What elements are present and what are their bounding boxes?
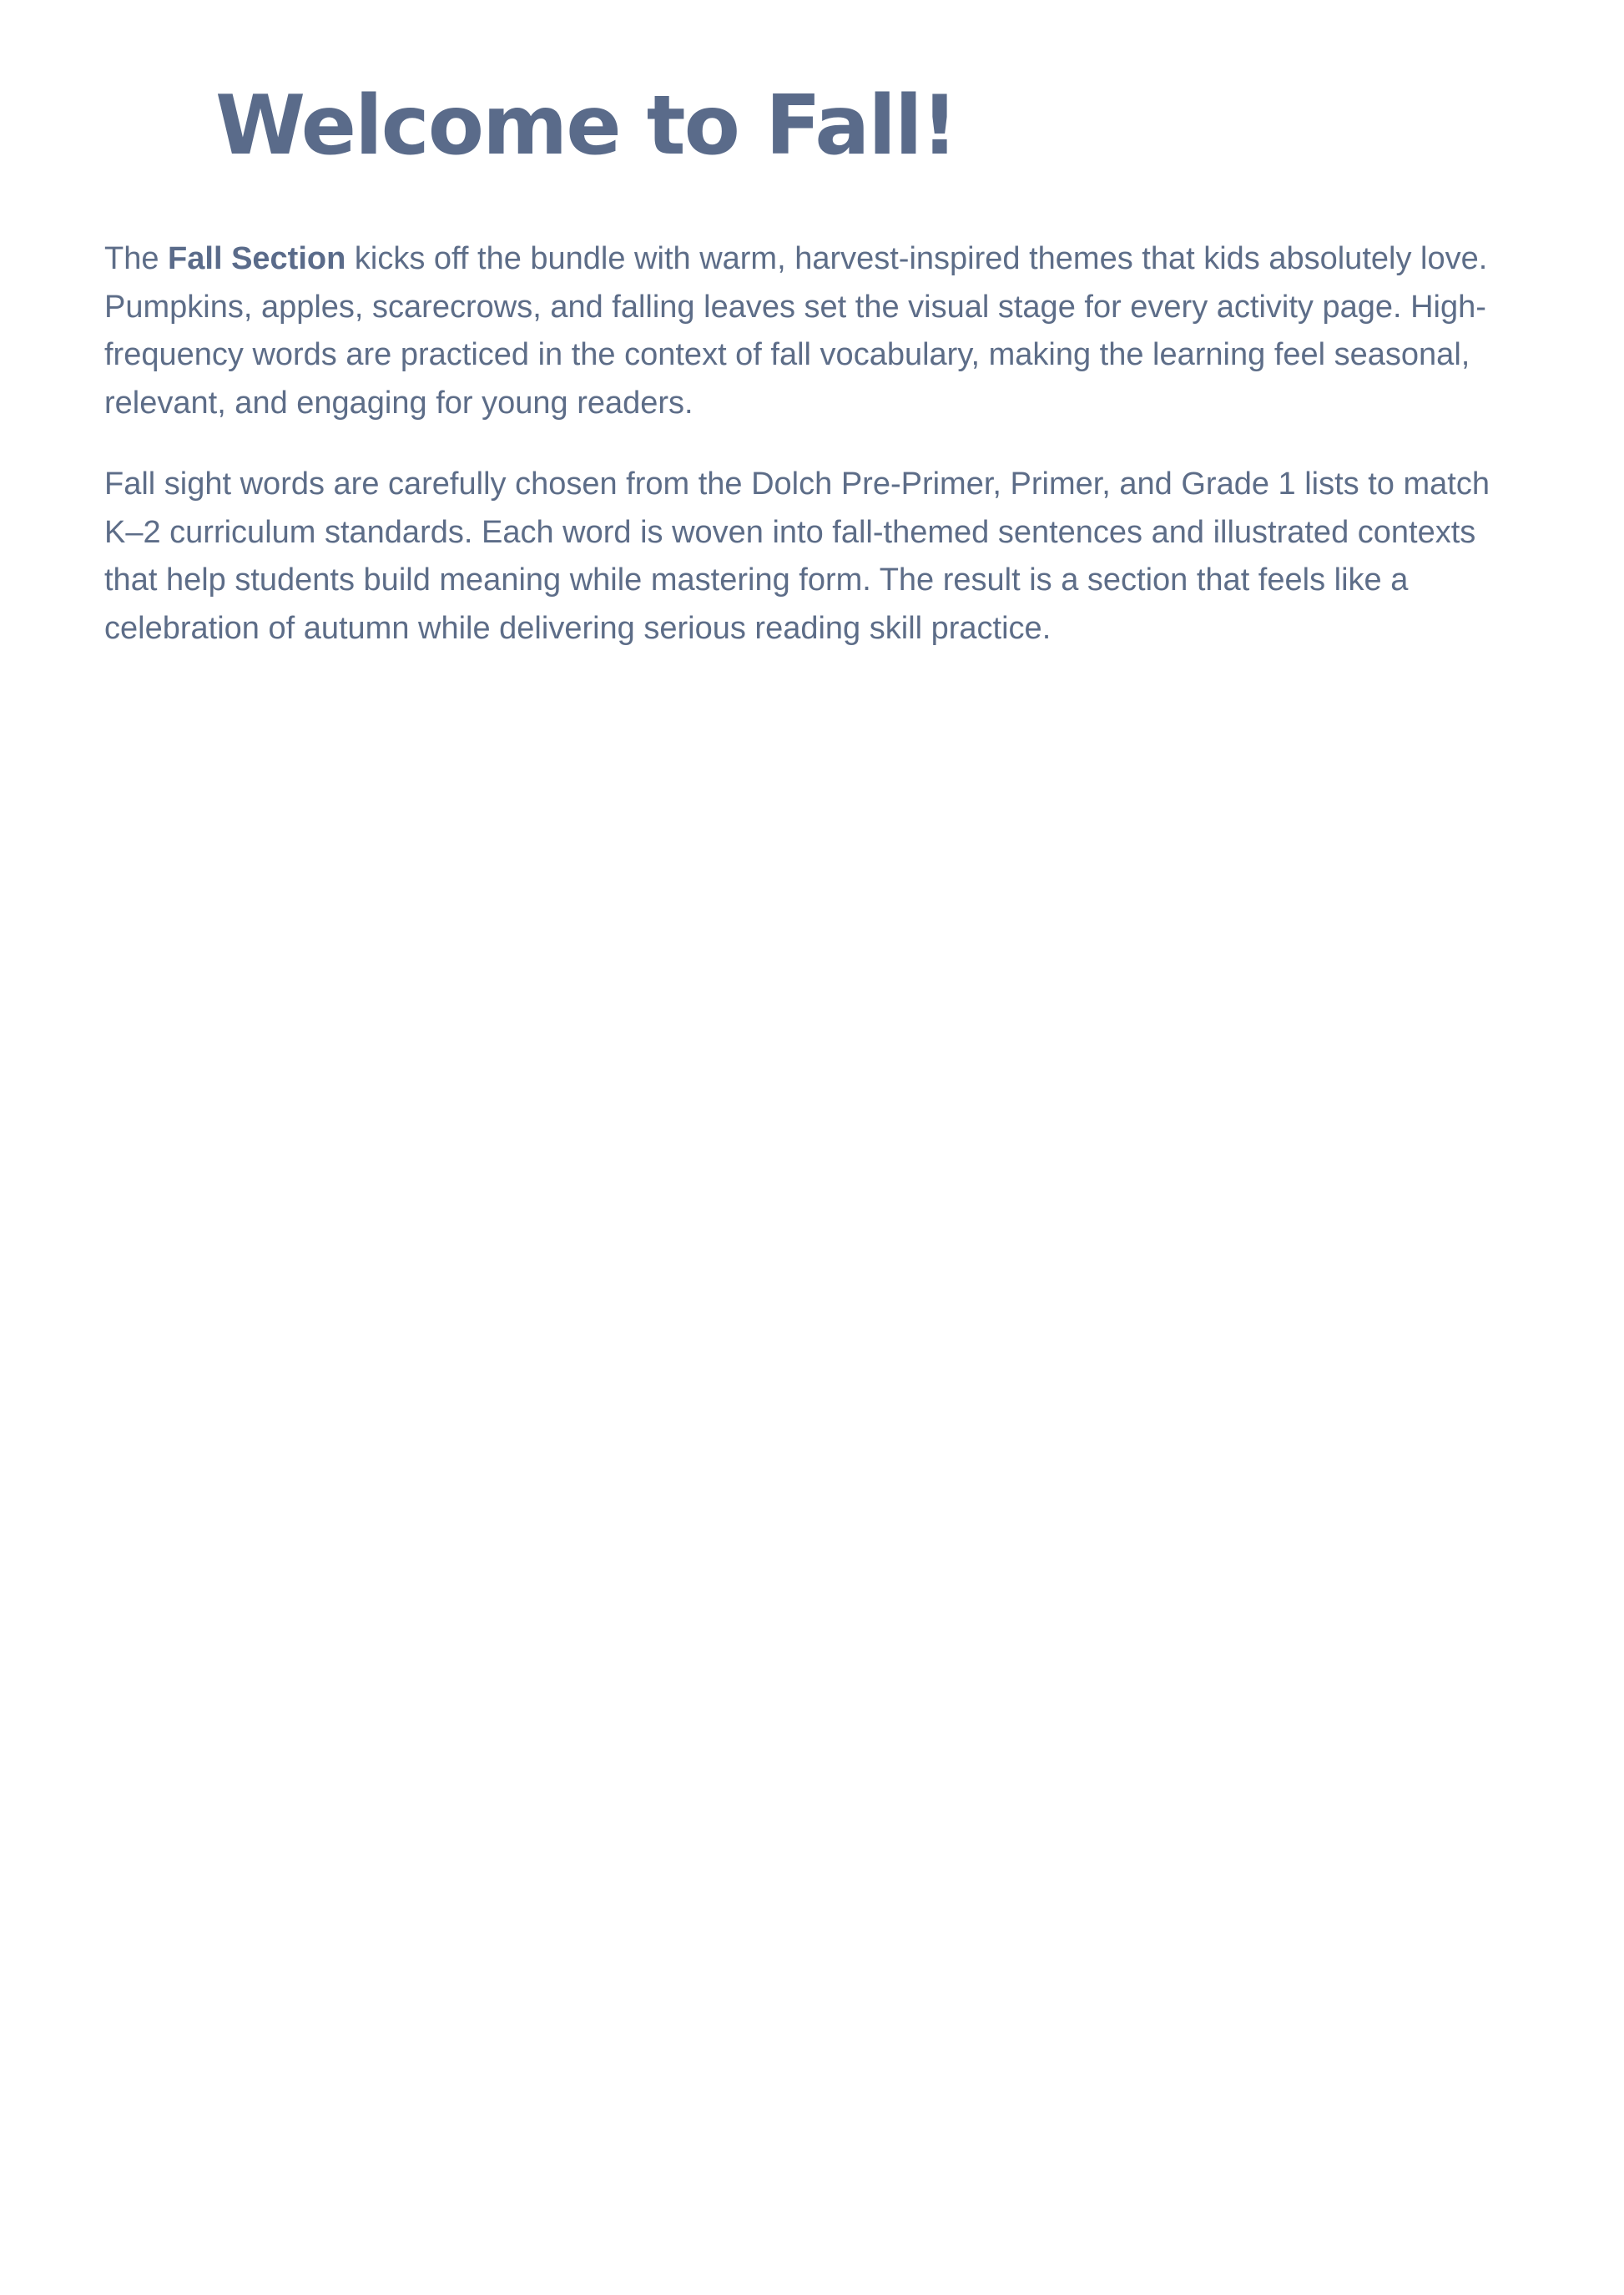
sight-words-paragraph: Fall sight words are carefully chosen from the Dolch Pre-Primer, Primer, and Grade 1 lists to match K–2 curriculum standards. Each word is woven into fall-themed sentences and illustrated contexts that help students build meaning while mastering form. The result is a section that feels like a celebration of autumn while delivering serious reading skill practice. [104, 467, 1490, 646]
fall-section-emphasis: Fall Section [168, 241, 346, 276]
intro-paragraph [104, 235, 1527, 427]
intro-lead-text: The [104, 241, 169, 276]
body-content [104, 235, 1527, 686]
intro-rest-text: kicks off the bundle with warm, harvest-inspired themes that kids absolutely love. Pumpkins, apples, scarecrows, and falling leaves set the visual stage for every activity page. High-frequency words are practiced in the context of fall vocabulary, making the learning feel seasonal, relevant, and engaging for young readers. [104, 241, 1488, 421]
page-title: Welcome to Fall! [215, 78, 957, 174]
